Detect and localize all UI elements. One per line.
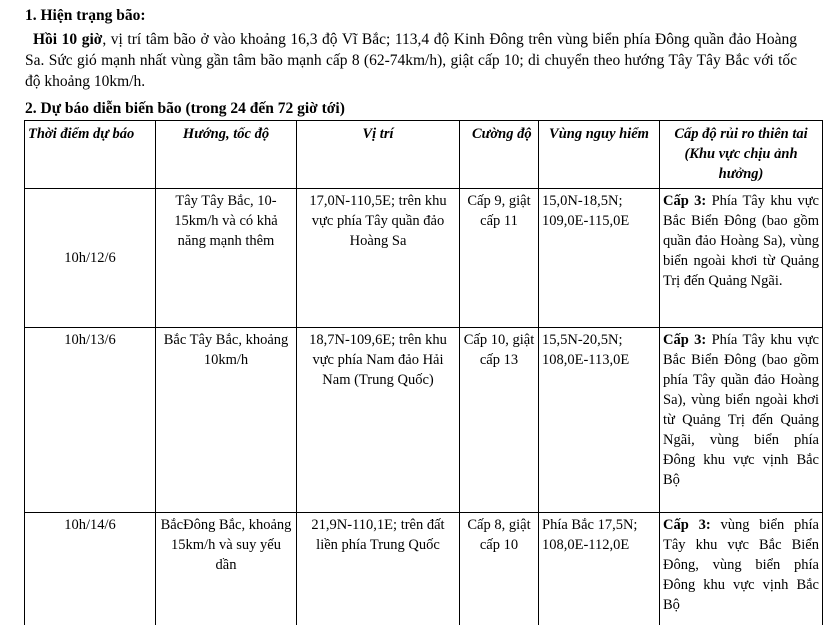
storm-status-paragraph <box>25 29 797 92</box>
cell-danger-zone: 15,5N-20,5N; 108,0E-113,0E <box>539 328 660 513</box>
risk-level-label: Cấp 3: <box>663 332 706 348</box>
risk-area-text: Phía Tây khu vực Bắc Biển Đông (bao gồm quần đảo Hoàng Sa), vùng biển ngoài khơi từ Quảng Trị đến Quảng Ngãi. <box>663 193 819 289</box>
header-intensity: Cường độ <box>460 121 539 189</box>
cell-risk <box>660 513 823 625</box>
cell-time: 10h/12/6 <box>25 189 156 328</box>
cell-intensity: Cấp 10, giật cấp 13 <box>460 328 539 513</box>
cell-risk <box>660 189 823 328</box>
cell-risk <box>660 328 823 513</box>
status-body: , vị trí tâm bão ở vào khoảng 16,3 độ Vĩ Bắc; 113,4 độ Kinh Đông trên vùng biển phía Đông quần đảo Hoàng Sa. Sức gió mạnh nhất vùng gần tâm bão mạnh cấp 8 (62-74km/h), giật cấp 10; di chuyển theo hướng Tây Tây Bắc với tốc độ khoảng 10km/h. <box>25 31 797 90</box>
cell-direction: Bắc Tây Bắc, khoảng 10km/h <box>156 328 297 513</box>
cell-danger-zone: Phía Bắc 17,5N; 108,0E-112,0E <box>539 513 660 625</box>
section-1-heading: 1. Hiện trạng bão: <box>25 6 146 26</box>
cell-position: 18,7N-109,6E; trên khu vực phía Nam đảo Hải Nam (Trung Quốc) <box>297 328 460 513</box>
table-row <box>25 189 823 328</box>
table-row <box>25 513 823 625</box>
risk-level-label: Cấp 3: <box>663 193 706 209</box>
cell-intensity: Cấp 8, giật cấp 10 <box>460 513 539 625</box>
header-risk-level: Cấp độ rủi ro thiên tai (Khu vực chịu ảnh hưởng) <box>660 121 823 189</box>
risk-area-text: Phía Tây khu vực Bắc Biển Đông (bao gồm phía Tây quần đảo Hoàng Sa), vùng biển ngoài khơi từ Quảng Trị đến Quảng Ngãi, vùng biển phía Đông khu vực vịnh Bắc Bộ <box>663 332 819 488</box>
cell-direction: Tây Tây Bắc, 10-15km/h và có khả năng mạnh thêm <box>156 189 297 328</box>
cell-time: 10h/14/6 <box>25 513 156 625</box>
cell-intensity: Cấp 9, giật cấp 11 <box>460 189 539 328</box>
status-lead: Hồi 10 giờ <box>33 31 102 48</box>
risk-level-label: Cấp 3: <box>663 517 711 533</box>
cell-position: 17,0N-110,5E; trên khu vực phía Tây quần đảo Hoàng Sa <box>297 189 460 328</box>
cell-direction: BắcĐông Bắc, khoảng 15km/h và suy yếu dần <box>156 513 297 625</box>
table-row <box>25 328 823 513</box>
cell-time: 10h/13/6 <box>25 328 156 513</box>
header-time: Thời điểm dự báo <box>25 121 156 189</box>
header-direction: Hướng, tốc độ <box>156 121 297 189</box>
section-2-heading: 2. Dự báo diễn biến bão (trong 24 đến 72 giờ tới) <box>25 99 345 119</box>
header-position: Vị trí <box>297 121 460 189</box>
risk-area-text: vùng biển phía Tây khu vực Bắc Biển Đông, vùng biển phía Đông khu vực vịnh Bắc Bộ <box>663 517 819 613</box>
header-danger-zone: Vùng nguy hiểm <box>539 121 660 189</box>
cell-position: 21,9N-110,1E; trên đất liền phía Trung Quốc <box>297 513 460 625</box>
table-header-row <box>25 121 823 189</box>
forecast-table <box>24 120 823 625</box>
cell-danger-zone: 15,0N-18,5N; 109,0E-115,0E <box>539 189 660 328</box>
